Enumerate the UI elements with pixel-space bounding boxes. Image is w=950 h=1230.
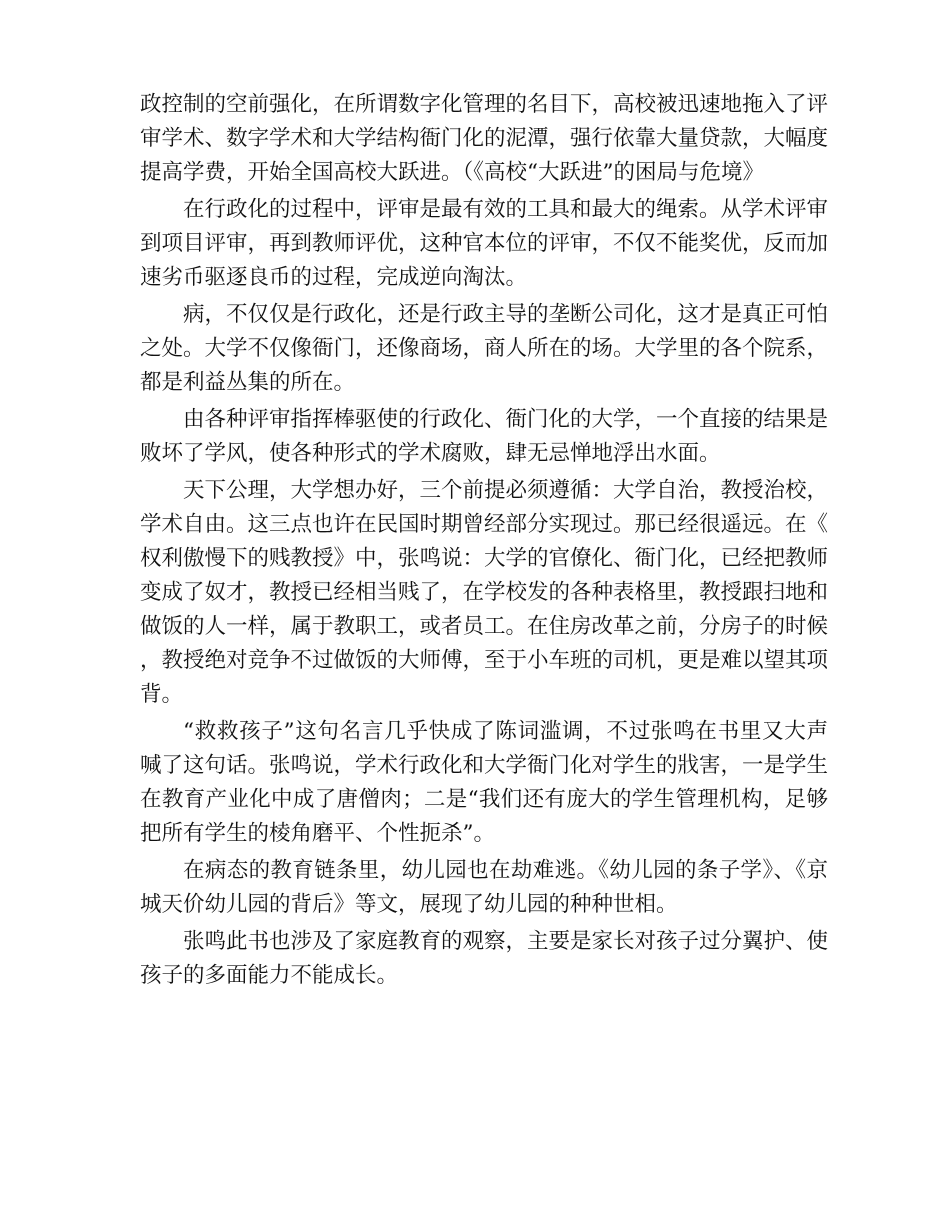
paragraph-1: 政控制的空前强化，在所谓数字化管理的名目下，高校被迅速地拖入了评审学术、数字学术和大学结构衙门化的泥潭，强行依靠大量贷款，大幅度提高学费，开始全国高校大跃进。（《高校“大跃进”的困局与危境》: [140, 92, 829, 185]
paragraph-8: 张鸣此书也涉及了家庭教育的观察，主要是家长对孩子过分翼护、使孩子的多面能力不能成长。: [140, 929, 829, 988]
paragraph-6: “救救孩子”这句名言几乎快成了陈词滥调，不过张鸣在书里又大声喊了这句话。张鸣说，学术行政化和大学衙门化对学生的戕害，一是学生在教育产业化中成了唐僧肉；二是“我们还有庞大的学生管理机构，足够把所有学生的棱角磨平、个性扼杀”。: [140, 719, 829, 846]
paragraph-7: 在病态的教育链条里，幼儿园也在劫难逃。《幼儿园的条子学》、《京城天价幼儿园的背后》等文，展现了幼儿园的种种世相。: [140, 858, 828, 917]
paragraph-2: 在行政化的过程中，评审是最有效的工具和最大的绳索。从学术评审到项目评审，再到教师评优，这种官本位的评审，不仅不能奖优，反而加速劣币驱逐良币的过程，完成逆向淘汰。: [140, 197, 829, 290]
document-page: [140, 88, 828, 996]
paragraph-4: 由各种评审指挥棒驱使的行政化、衙门化的大学，一个直接的结果是败坏了学风，使各种形式的学术腐败，肆无忌惮地浮出水面。: [140, 407, 829, 466]
paragraph-3: 病，不仅仅是行政化，还是行政主导的垄断公司化，这才是真正可怕之处。大学不仅像衙门，还像商场，商人所在的场。大学里的各个院系，都是利益丛集的所在。: [140, 302, 829, 395]
paragraph-5: 天下公理，大学想办好，三个前提必须遵循：大学自治，教授治校，学术自由。这三点也许在民国时期曾经部分实现过。那已经很遥远。在《权利傲慢下的贱教授》中，张鸣说：大学的官僚化、衙门化，已经把教师变成了奴才，教授已经相当贱了，在学校发的各种表格里，教授跟扫地和做饭的人一样，属于教职工，或者员工。在住房改革之前，分房子的时候，教授绝对竞争不过做饭的大师傅，至于小车班的司机，更是难以望其项背。: [140, 478, 829, 707]
